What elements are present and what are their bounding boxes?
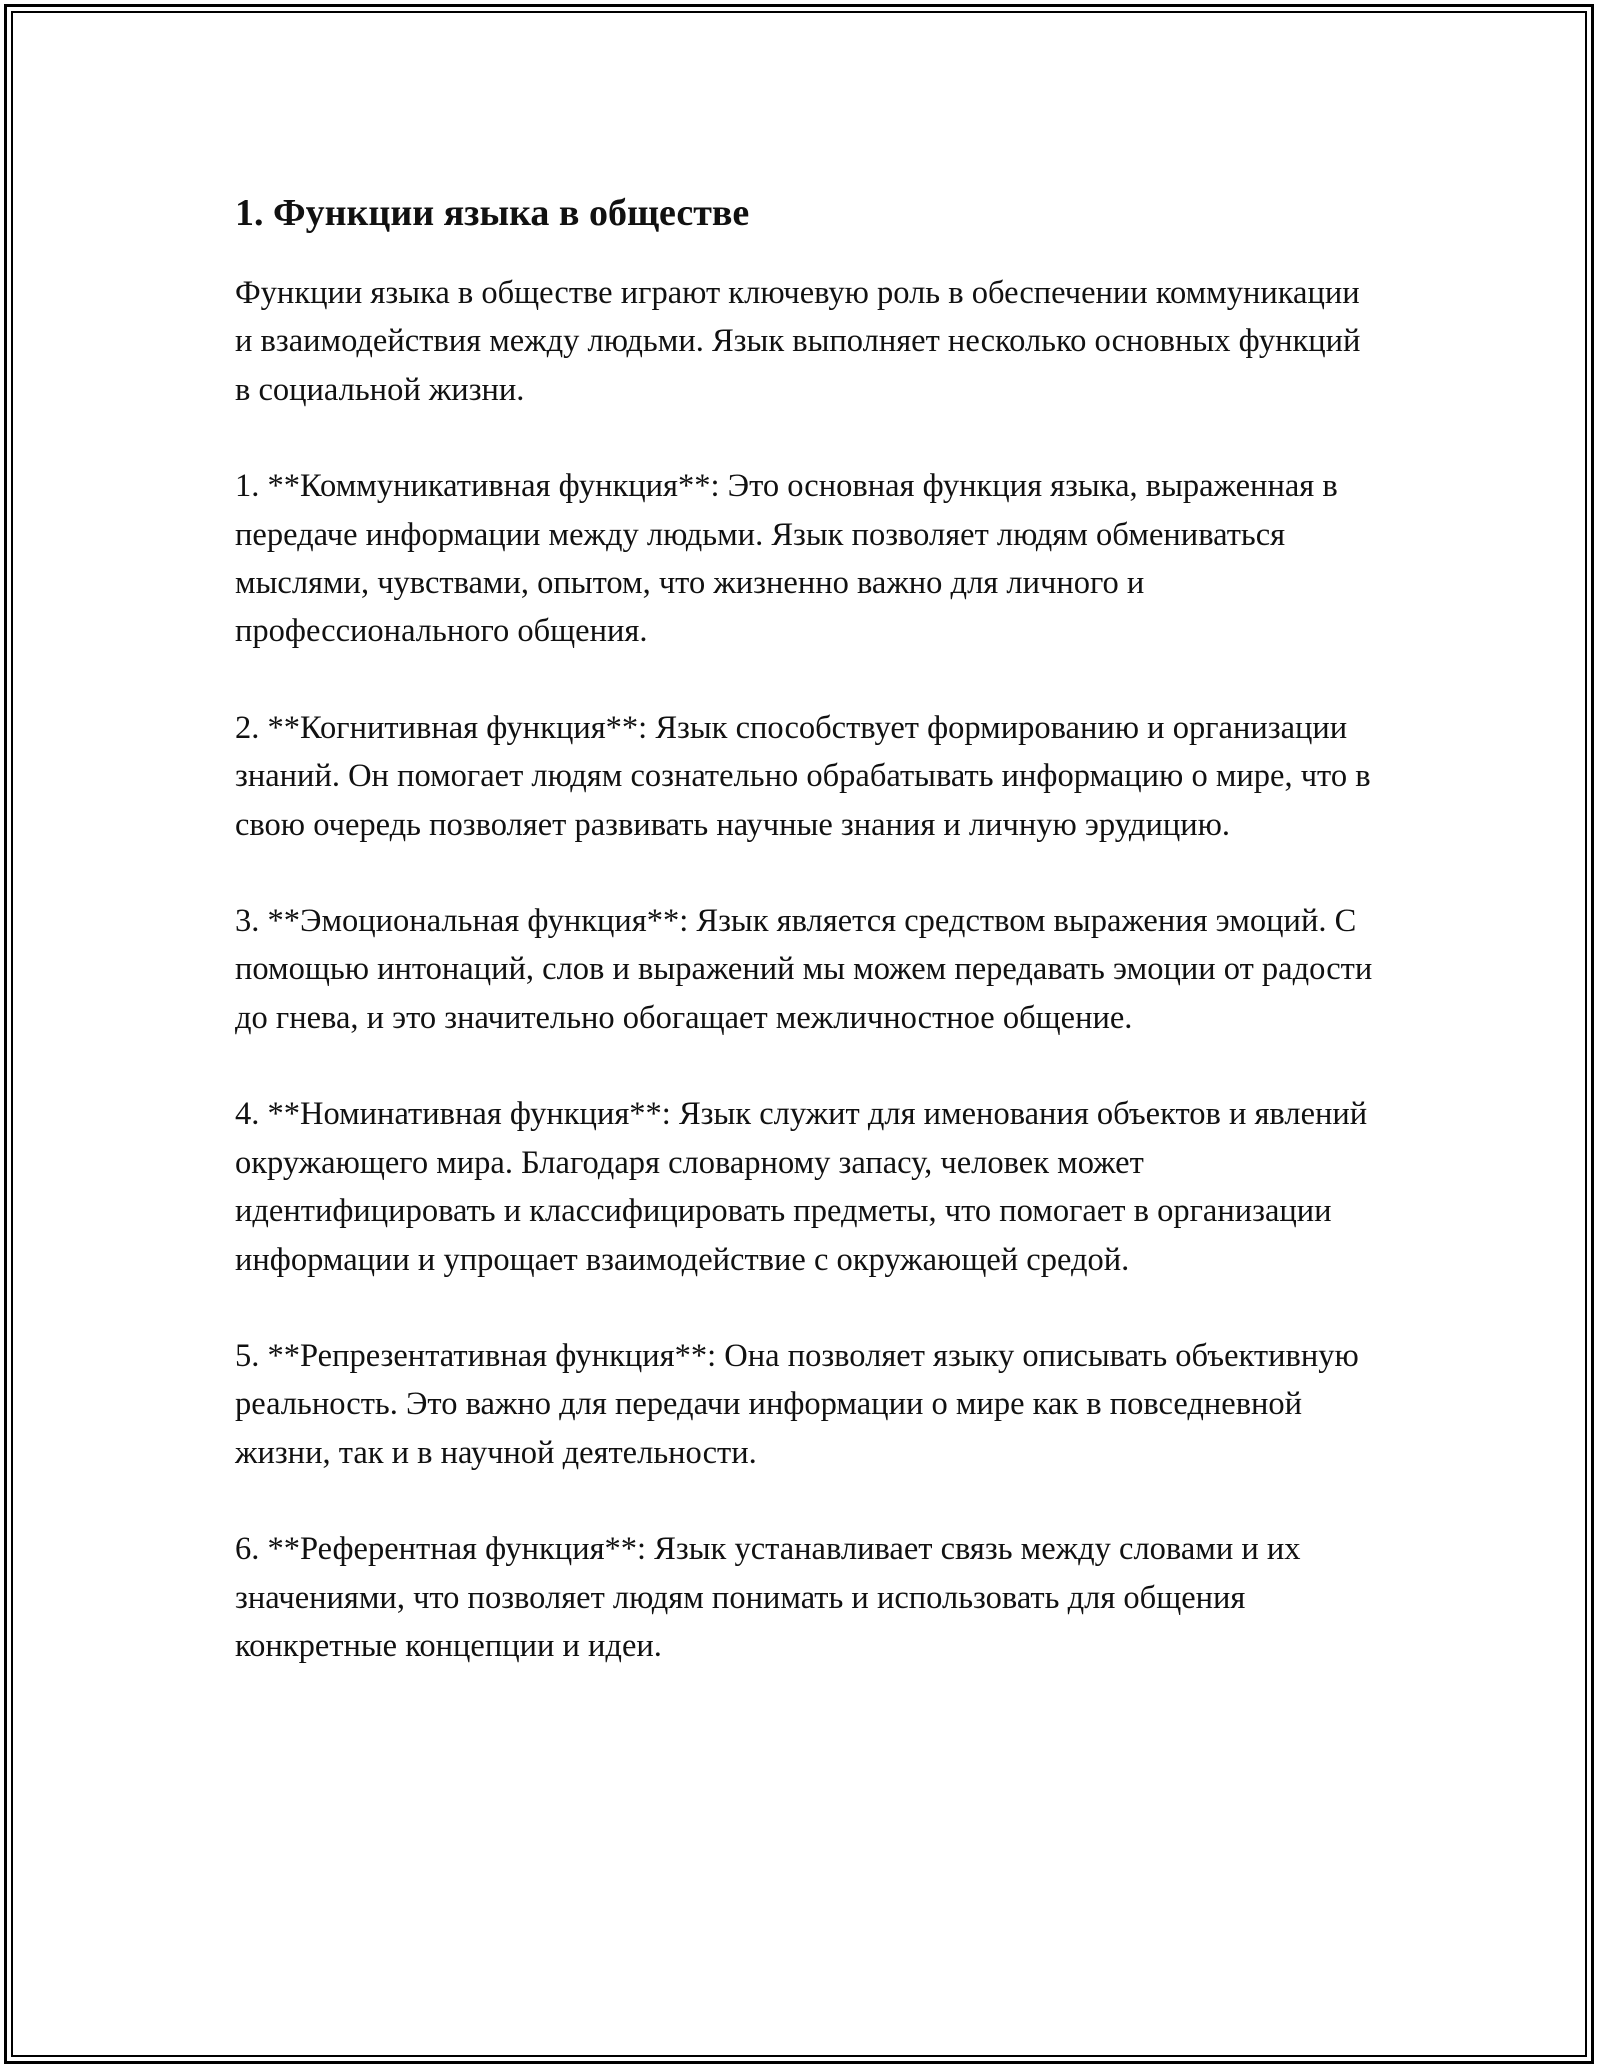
function-item-communicative: 1. **Коммуникативная функция**: Это основная функция языка, выраженная в передаче информации между людьми. Язык позволяет людям обмениваться мыслями, чувствами, опытом, что жизненно важно для личного и профессионального общения. bbox=[235, 468, 1338, 650]
intro-paragraph: Функции языка в обществе играют ключевую роль в обеспечении коммуникации и взаимодействия между людьми. Язык выполняет несколько основных функций в социальной жизни. bbox=[235, 275, 1361, 408]
function-item-referential: 6. **Референтная функция**: Язык устанавливает связь между словами и их значениями, что позволяет людям понимать и использовать для общения конкретные концепции и идеи. bbox=[235, 1531, 1301, 1664]
function-item-emotional: 3. **Эмоциональная функция**: Язык является средством выражения эмоций. С помощью интонаций, слов и выражений мы можем передавать эмоции от радости до гнева, и это значительно обогащает межличностное общение. bbox=[235, 903, 1373, 1036]
function-item-nominative: 4. **Номинативная функция**: Язык служит для именования объектов и явлений окружающего мира. Благодаря словарному запасу, человек может идентифицировать и классифицировать предметы, что помогает в организации информации и упрощает взаимодействие с окружающей средой. bbox=[235, 1096, 1368, 1278]
function-item-cognitive: 2. **Когнитивная функция**: Язык способствует формированию и организации знаний. Он помогает людям сознательно обрабатывать информацию о мире, что в свою очередь позволяет развивать научные знания и личную эрудицию. bbox=[235, 709, 1371, 843]
function-item-representative: 5. **Репрезентативная функция**: Она позволяет языку описывать объективную реальность. Это важно для передачи информации о мире как в повседневной жизни, так и в научной деятельности. bbox=[235, 1337, 1359, 1471]
document-body bbox=[235, 185, 1375, 1718]
section-title: 1. Функции языка в обществе bbox=[235, 192, 750, 234]
